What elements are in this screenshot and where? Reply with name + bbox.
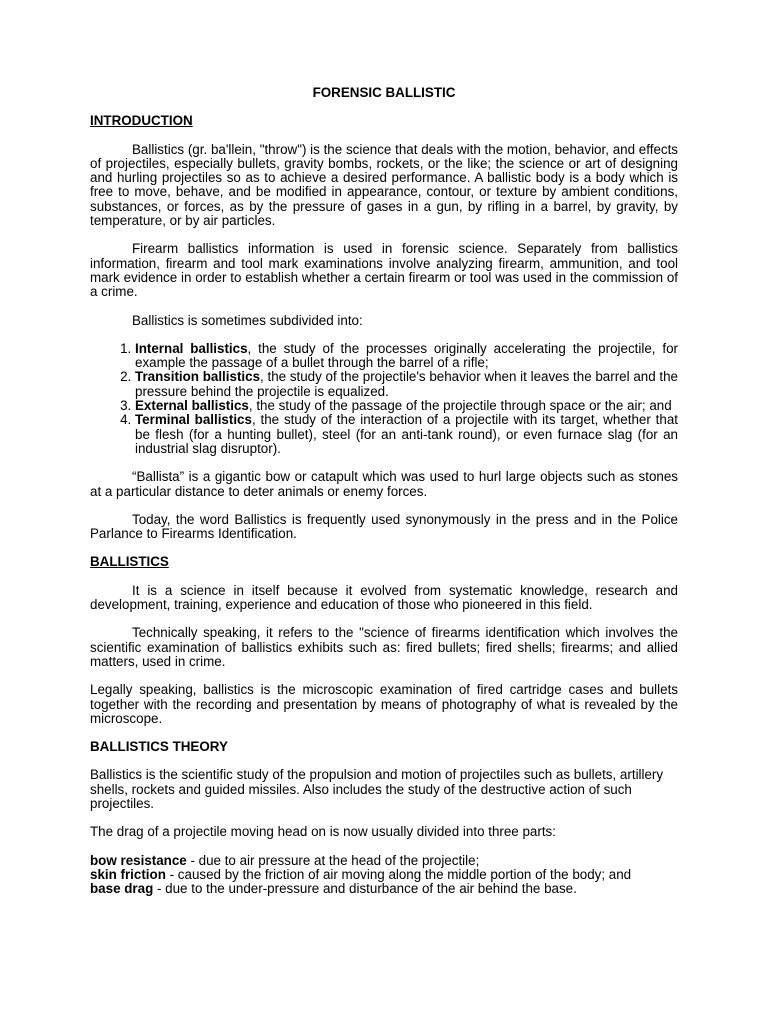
document-page: [90, 86, 678, 896]
theory-paragraph-1: Ballistics is the scientific study of the propulsion and motion of projectiles such as bullets, artillery shells, rockets and guided missiles. Also includes the study of the destructive action of such projectiles.: [90, 767, 664, 811]
drag-item-base: [90, 882, 678, 896]
list-item: [135, 413, 678, 456]
list-item: [135, 370, 678, 399]
list-item-text: , the study of the interaction of a projectile with its target, whether that be flesh (for a hunting bullet), steel (for an anti-tank round), or even furnace slag (for an industrial slag disruptor).: [135, 412, 678, 456]
intro-paragraph-1: Ballistics (gr. ba'llein, "throw") is the science that deals with the motion, behavior, and effects of projectiles, especially bullets, gravity bombs, rockets, or the like; the science or art of designing and hurling projectiles so as to achieve a desired performance. A ballistic body is a body which is free to move, behave, and be modified in appearance, contour, or texture by ambient conditions, substances, or forces, as by the pressure of gases in a gun, by rifling in a barrel, by gravity, by temperature, or by air particles.: [90, 141, 678, 229]
list-item-term: Internal ballistics: [135, 340, 248, 356]
list-item-text: , the study of the passage of the projectile through space or the air; and: [248, 398, 672, 414]
ballistics-paragraph-3: Legally speaking, ballistics is the microscopic examination of fired cartridge cases and bullets together with the recording and presentation by means of photography of what is revealed by the microscope.: [90, 682, 678, 726]
drag-term: base drag: [90, 881, 154, 897]
subdivision-list: [90, 342, 678, 456]
drag-text: - due to the under-pressure and disturbance of the air behind the base.: [153, 881, 577, 897]
list-item-text: , the study of the projectile's behavior when it leaves the barrel and the pressure behind the projectile is equalized.: [135, 369, 679, 399]
list-item-text: , the study of the processes originally accelerating the projectile, for example the passage of a bullet through the barrel of a rifle;: [135, 340, 678, 371]
intro-paragraph-3: Ballistics is sometimes subdivided into:: [132, 312, 363, 328]
drag-term: skin friction: [90, 866, 166, 882]
list-item: [135, 342, 678, 371]
drag-text: - caused by the friction of air moving along the middle portion of the body; and: [165, 866, 632, 882]
introduction-heading: INTRODUCTION: [90, 113, 193, 129]
list-item-term: External ballistics: [135, 398, 249, 414]
drag-item-bow: [90, 854, 678, 868]
ballistics-paragraph-1: It is a science in itself because it evolved from systematic knowledge, research and development, training, experience and education of those who pioneered in this field.: [90, 582, 678, 613]
document-title: FORENSIC BALLISTIC: [312, 85, 456, 100]
intro-paragraph-4: “Ballista” is a gigantic bow or catapult which was used to hurl large objects such as stones at a particular distance to deter animals or enemy forces.: [90, 469, 678, 499]
ballistics-heading: BALLISTICS: [90, 554, 169, 570]
list-item: [135, 399, 678, 413]
ballistics-paragraph-2: Technically speaking, it refers to the "science of firearms identification which involves the scientific examination of ballistics exhibits such as: fired bullets; fired shells; firearms; and allied matters, used in crime.: [90, 625, 678, 669]
list-item-term: Terminal ballistics: [135, 412, 252, 428]
drag-item-skin: [90, 868, 678, 882]
ballistics-theory-heading: BALLISTICS THEORY: [90, 739, 228, 755]
intro-paragraph-5: Today, the word Ballistics is frequently used synonymously in the press and in the Police Parlance to Firearms Identification.: [90, 511, 678, 542]
drag-term: bow resistance: [90, 852, 187, 868]
drag-text: - due to air pressure at the head of the projectile;: [186, 852, 480, 868]
theory-paragraph-2: The drag of a projectile moving head on is now usually divided into three parts:: [90, 824, 556, 840]
list-item-term: Transition ballistics: [135, 369, 261, 385]
intro-paragraph-2: Firearm ballistics information is used in forensic science. Separately from ballistics information, firearm and tool mark examinations involve analyzing firearm, ammunition, and tool mark evidence in order to establish whether a certain firearm or tool was used in the commission of a crime.: [90, 241, 678, 300]
